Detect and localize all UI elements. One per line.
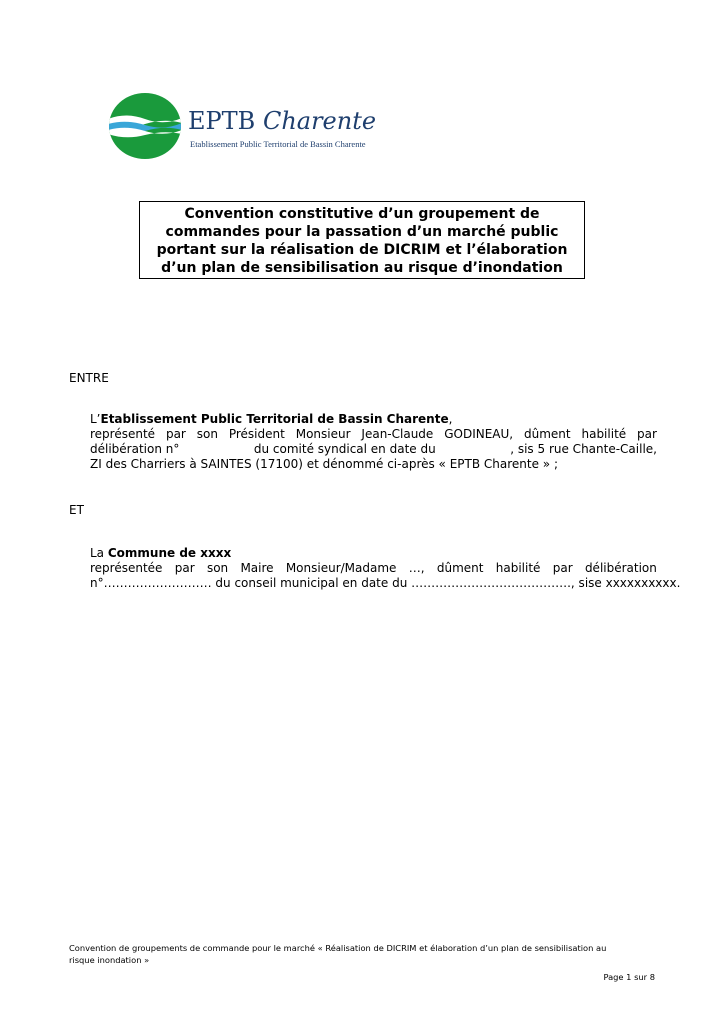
page-footer	[69, 943, 649, 966]
footer-line: Convention de groupements de commande pour le marché « Réalisation de DICRIM et élaboration d’un plan de sensibilisation au	[69, 943, 607, 953]
party1-line2: représenté par son Président Monsieur Jean-Claude GODINEAU, dûment habilité par	[90, 427, 657, 441]
logo-name: EPTB Charente	[188, 107, 377, 135]
party1-heading: L’ Etablissement Public Territorial de Bassin Charente ,	[90, 412, 453, 426]
party1-block	[90, 412, 657, 472]
party2-heading: La Commune de xxxx	[90, 546, 232, 560]
eptb-logo	[108, 92, 377, 160]
party2-block	[90, 546, 681, 591]
party1-name: Etablissement Public Territorial de Bassin Charente	[100, 412, 449, 426]
party2-line2: représentée par son Maire Monsieur/Madame …, dûment habilité par délibération	[90, 561, 657, 575]
page-number: Page 1 sur 8	[603, 972, 655, 982]
et-label: ET	[69, 503, 84, 517]
footer-line: risque inondation »	[69, 954, 150, 965]
title-line: Convention constitutive d’un groupement de	[184, 206, 540, 222]
entre-label: ENTRE	[69, 371, 109, 385]
party2-name: Commune de xxxx	[107, 546, 232, 560]
logo-subtitle: Etablissement Public Territorial de Bassin Charente	[190, 139, 366, 149]
party1-line3: délibération n° du comité syndical en date du , sis 5 rue Chante-Caille,	[90, 442, 657, 456]
document-title	[139, 201, 585, 279]
title-line: commandes pour la passation d’un marché public	[165, 224, 559, 240]
title-line: d’un plan de sensibilisation au risque d’inondation	[161, 260, 563, 276]
party1-line4: ZI des Charriers à SAINTES (17100) et dénommé ci-après « EPTB Charente » ;	[90, 457, 559, 471]
logo-emblem	[108, 92, 182, 160]
title-line: portant sur la réalisation de DICRIM et l’élaboration	[156, 242, 568, 258]
party2-line3: n°……………………… du conseil municipal en date du …………………………………., sise xxxxxxxxxx.	[90, 576, 681, 590]
